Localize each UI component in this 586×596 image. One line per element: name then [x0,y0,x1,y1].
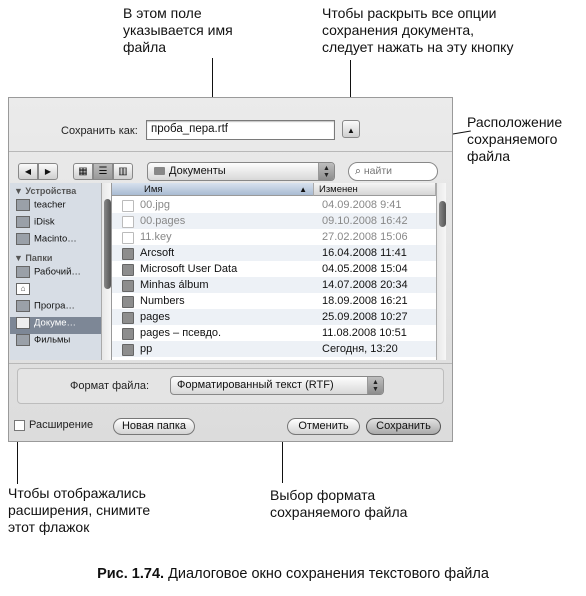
figure-caption-text: Диалоговое окно сохранения текстового файла [168,566,489,582]
folder-icon [122,248,134,260]
column-header-name-label: Имя [144,184,163,195]
cancel-button[interactable]: Отменить [287,418,360,435]
sidebar-item-label: Macinto… [34,233,77,245]
new-folder-button[interactable]: Новая папка [113,418,195,435]
file-date: 09.10.2008 16:42 [322,215,408,227]
grid-icon: ▦ [78,166,88,177]
file-list-scrollbar[interactable] [436,183,446,360]
file-row[interactable] [112,341,436,357]
home-icon: ⌂ [16,283,30,295]
column-header-modified[interactable] [314,183,436,196]
file-name: pp [140,343,153,355]
file-date: 16.04.2008 11:41 [322,247,407,259]
applications-icon [16,300,30,312]
extension-checkbox[interactable] [14,420,25,431]
sidebar-item-idisk[interactable] [16,216,100,233]
file-date: 25.09.2008 10:27 [322,311,408,323]
file-date: 14.07.2008 20:34 [322,279,408,291]
file-name: pages – псевдо. [140,327,222,339]
file-name: 00.jpg [140,199,170,211]
drive-icon [16,199,30,211]
popup-arrows-icon: ▲ ▼ [367,377,383,394]
file-date: Сегодня, 13:20 [322,343,398,355]
save-dialog [8,97,453,442]
sidebar-item-desktop[interactable] [16,266,100,283]
sidebar-item-label [34,284,37,295]
file-name: Microsoft User Data [140,263,238,275]
sort-ascending-icon: ▲ [299,185,307,194]
sidebar-item-macintosh[interactable] [16,233,100,250]
sidebar-item-documents[interactable] [10,317,102,334]
separator [9,363,452,364]
file-date: 18.09.2008 16:21 [322,295,408,307]
folder-icon [122,344,134,356]
column-header-name[interactable] [112,183,314,196]
file-name: pages [140,311,170,323]
folder-icon [122,280,134,292]
save-as-label: Сохранить как: [61,125,138,137]
file-row[interactable] [112,213,436,229]
file-row[interactable] [112,309,436,325]
file-list-scroll-thumb[interactable] [439,201,446,227]
file-row[interactable] [112,261,436,277]
document-icon [122,216,134,228]
column-view-button[interactable] [113,163,133,180]
sidebar-scroll-thumb[interactable] [104,199,111,289]
file-name-field[interactable]: проба_пера.rtf [146,120,335,140]
callout-location: Расположение сохраняемого файла [467,114,563,164]
file-date: 27.02.2008 15:06 [322,231,408,243]
list-icon: ☰ [98,166,108,177]
file-row[interactable] [112,245,436,261]
sidebar-scrollbar[interactable] [101,183,112,360]
file-date: 04.05.2008 15:04 [322,263,408,275]
document-icon [122,232,134,244]
icon-view-button[interactable] [73,163,93,180]
sidebar [10,183,112,360]
callout-line-extension [17,436,18,484]
folder-icon [122,312,134,324]
idisk-icon [16,216,30,228]
search-placeholder: найти [363,165,392,177]
hard-disk-icon [16,233,30,245]
sidebar-item-label: teacher [34,199,66,211]
file-name: 00.pages [140,215,186,227]
column-header-modified-label: Изменен [319,184,358,195]
callout-extension: Чтобы отображались расширения, снимите этот флажок [8,485,151,535]
callout-expand-button: Чтобы раскрыть все опции сохранения документа, следует нажать на эту кнопку [322,5,514,55]
format-value: Форматированный текст (RTF) [177,379,334,391]
forward-button[interactable] [38,163,58,180]
file-row[interactable] [112,277,436,293]
search-icon: ⌕ [355,165,361,177]
callout-name-field: В этом поле указывается имя файла [123,5,233,55]
document-icon [122,200,134,212]
file-row[interactable] [112,197,436,213]
sidebar-item-applications[interactable] [16,300,100,317]
desktop-icon [16,266,30,278]
separator [9,151,452,152]
sidebar-header-places: ▼ Папки [14,253,53,263]
movies-icon [16,334,30,346]
file-row[interactable] [112,229,436,245]
figure-number: Рис. 1.74. [97,566,165,582]
list-view-button[interactable] [93,163,113,180]
folder-icon [154,167,165,175]
location-label: Документы [169,165,226,177]
back-arrow-icon: ◀ [24,167,32,176]
sidebar-item-home[interactable] [16,283,100,300]
callout-format: Выбор формата сохраняемого файла [270,487,408,520]
file-row[interactable] [112,293,436,309]
sidebar-item-movies[interactable] [16,334,100,351]
folder-icon [122,264,134,276]
expand-options-button[interactable] [342,120,360,138]
folder-alias-icon [122,328,134,340]
sidebar-item-label: Докуме… [34,317,77,329]
format-label: Формат файла: [70,380,150,392]
popup-arrows-icon: ▲ ▼ [318,163,334,180]
extension-checkbox-label: Расширение [29,419,94,431]
folder-icon [122,296,134,308]
file-list [112,183,446,360]
save-button[interactable]: Сохранить [366,418,441,435]
documents-icon [16,317,30,329]
triangle-up-icon: ▲ [347,126,355,135]
forward-arrow-icon: ▶ [44,167,52,176]
file-date: 04.09.2008 9:41 [322,199,402,211]
file-name: 11.key [140,231,172,243]
back-button[interactable] [18,163,38,180]
file-date: 11.08.2008 10:51 [322,327,407,339]
format-panel [17,368,444,404]
file-name: Numbers [140,295,185,307]
location-popup[interactable] [147,162,335,181]
file-row[interactable] [112,325,436,341]
sidebar-item-label: Фильмы [34,334,71,346]
columns-icon: ▥ [118,166,128,177]
sidebar-header-devices: ▼ Устройства [14,186,77,196]
sidebar-item-teacher[interactable] [16,199,100,216]
sidebar-item-label: Рабочий… [34,266,81,278]
format-popup[interactable] [170,376,384,395]
search-field[interactable] [348,162,438,181]
figure-caption [0,566,586,582]
sidebar-item-label: Програ… [34,300,75,312]
sidebar-item-label: iDisk [34,216,55,228]
file-name: Minhas álbum [140,279,209,291]
file-name: Arcsoft [140,247,175,259]
